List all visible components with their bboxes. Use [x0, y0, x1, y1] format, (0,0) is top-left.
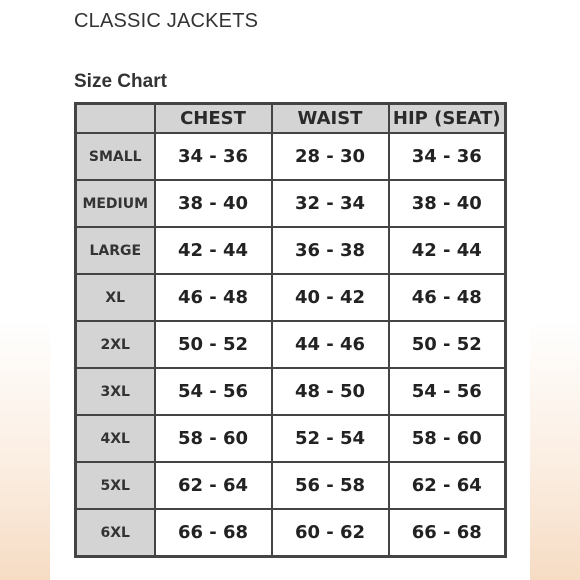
header-corner-cell: [76, 104, 155, 134]
hip-value: 34 - 36: [389, 133, 506, 180]
table-row: [76, 227, 506, 274]
waist-value: 32 - 34: [272, 180, 389, 227]
size-label: SMALL: [76, 133, 155, 180]
hip-value: 50 - 52: [389, 321, 506, 368]
table-row: [76, 462, 506, 509]
size-label: 4XL: [76, 415, 155, 462]
table-header: [76, 104, 506, 134]
size-label: 3XL: [76, 368, 155, 415]
waist-value: 44 - 46: [272, 321, 389, 368]
hip-value: 46 - 48: [389, 274, 506, 321]
table-row: [76, 274, 506, 321]
chest-value: 58 - 60: [155, 415, 272, 462]
table-row: [76, 415, 506, 462]
hip-value: 66 - 68: [389, 509, 506, 557]
chest-value: 46 - 48: [155, 274, 272, 321]
waist-value: 48 - 50: [272, 368, 389, 415]
size-label: LARGE: [76, 227, 155, 274]
size-label: MEDIUM: [76, 180, 155, 227]
table-row: [76, 509, 506, 557]
size-label: 6XL: [76, 509, 155, 557]
chest-value: 42 - 44: [155, 227, 272, 274]
table-row: [76, 133, 506, 180]
hip-value: 54 - 56: [389, 368, 506, 415]
hip-value: 38 - 40: [389, 180, 506, 227]
waist-value: 52 - 54: [272, 415, 389, 462]
table-row: [76, 180, 506, 227]
waist-value: 40 - 42: [272, 274, 389, 321]
chest-value: 34 - 36: [155, 133, 272, 180]
size-label: 5XL: [76, 462, 155, 509]
chest-value: 38 - 40: [155, 180, 272, 227]
waist-value: 60 - 62: [272, 509, 389, 557]
header-hip-seat: HIP (SEAT): [389, 104, 506, 134]
waist-value: 28 - 30: [272, 133, 389, 180]
waist-value: 36 - 38: [272, 227, 389, 274]
content-panel: [50, 0, 530, 580]
chest-value: 62 - 64: [155, 462, 272, 509]
chest-value: 54 - 56: [155, 368, 272, 415]
table-row: [76, 321, 506, 368]
chest-value: 50 - 52: [155, 321, 272, 368]
header-chest: CHEST: [155, 104, 272, 134]
hip-value: 62 - 64: [389, 462, 506, 509]
size-chart-heading: Size Chart: [74, 71, 167, 92]
size-label: 2XL: [76, 321, 155, 368]
size-label: XL: [76, 274, 155, 321]
size-chart-table: [74, 102, 507, 558]
hip-value: 42 - 44: [389, 227, 506, 274]
header-waist: WAIST: [272, 104, 389, 134]
chest-value: 66 - 68: [155, 509, 272, 557]
table-row: [76, 368, 506, 415]
table-body: [76, 133, 506, 557]
hip-value: 58 - 60: [389, 415, 506, 462]
header-row: [76, 104, 506, 134]
page-title: CLASSIC JACKETS: [74, 10, 259, 32]
waist-value: 56 - 58: [272, 462, 389, 509]
